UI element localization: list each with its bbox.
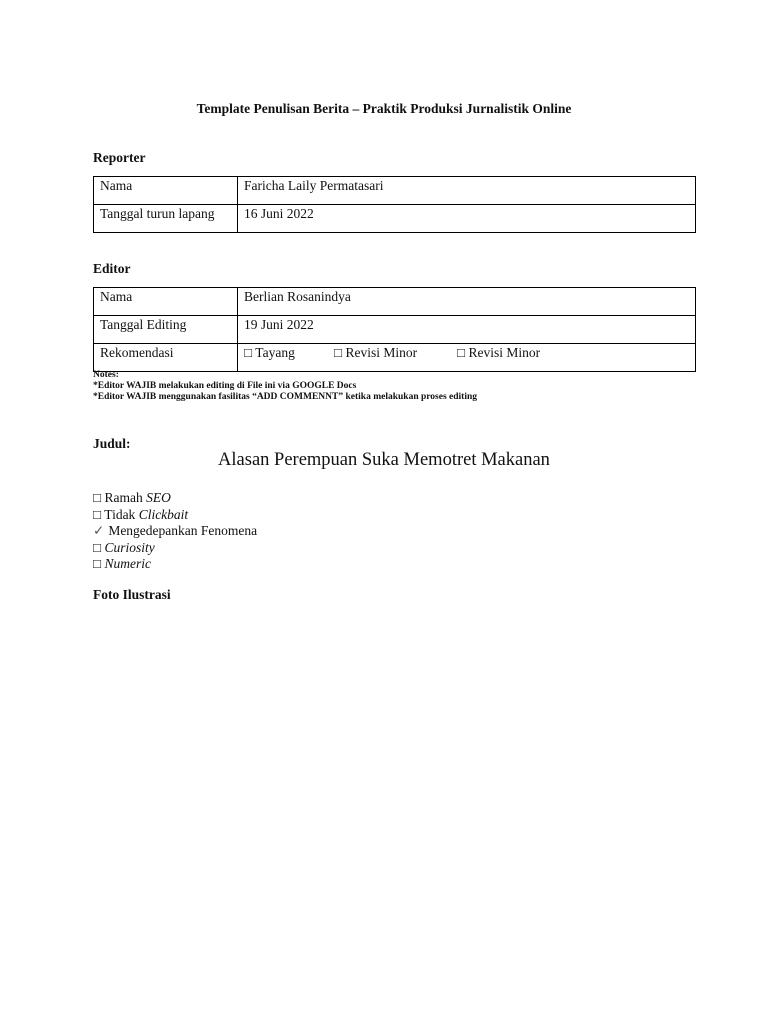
editor-name-key: Nama (94, 288, 238, 316)
checklist-text: Ramah (104, 490, 147, 505)
editor-name-value: Berlian Rosanindya (238, 288, 696, 316)
checkbox-icon: □ (93, 490, 102, 505)
checklist-text: Tidak (104, 506, 139, 522)
checklist-item-ramah-seo[interactable] (93, 490, 257, 507)
notes-block (93, 370, 477, 403)
checklist-italic: Curiosity (104, 539, 155, 555)
recommendation-key: Rekomendasi (94, 344, 238, 372)
editor-table (93, 287, 696, 372)
checkbox-icon: □ (93, 506, 102, 522)
table-row (94, 344, 696, 372)
checkbox-icon: □ (93, 556, 102, 571)
checklist-item-curiosity[interactable] (93, 540, 257, 557)
checklist-item-tidak-clickbait[interactable] (93, 507, 257, 524)
recommendation-options (238, 344, 696, 372)
table-row (94, 205, 696, 233)
note-item: *Editor WAJIB melakukan editing di File ini via GOOGLE Docs (93, 381, 357, 391)
option-revisi-minor-2-checkbox[interactable]: □ Revisi Minor (457, 345, 541, 360)
checkmark-icon: ✓ (93, 523, 105, 538)
document-title: Template Penulisan Berita – Praktik Produksi Jurnalistik Online (196, 101, 572, 116)
checklist-text: Mengedepankan Fenomena (108, 523, 258, 538)
judul-label: Judul: (93, 436, 131, 451)
note-item: *Editor WAJIB menggunakan fasilitas “ADD COMMENNT” ketika melakukan proses editing (93, 392, 478, 402)
reporter-label: Reporter (93, 150, 146, 165)
editor-date-value: 19 Juni 2022 (238, 316, 696, 344)
checklist-italic: Numeric (104, 556, 152, 571)
table-row (94, 288, 696, 316)
headline-checklist (93, 490, 257, 573)
option-tayang-checkbox[interactable]: □ Tayang (244, 345, 295, 360)
checkbox-icon: □ (93, 539, 102, 555)
checklist-italic: Clickbait (138, 506, 189, 522)
editor-label: Editor (93, 261, 131, 276)
checklist-italic: SEO (146, 490, 171, 505)
foto-ilustrasi-label: Foto Ilustrasi (93, 587, 171, 602)
reporter-table (93, 176, 696, 233)
article-headline: Alasan Perempuan Suka Memotret Makanan (218, 450, 550, 470)
notes-heading: Notes: (93, 370, 119, 380)
reporter-date-key: Tanggal turun lapang (94, 205, 238, 233)
table-row (94, 177, 696, 205)
option-revisi-minor-checkbox[interactable]: □ Revisi Minor (334, 345, 418, 360)
reporter-date-value: 16 Juni 2022 (238, 205, 696, 233)
reporter-name-key: Nama (94, 177, 238, 205)
reporter-name-value: Faricha Laily Permatasari (238, 177, 696, 205)
table-row (94, 316, 696, 344)
editor-date-key: Tanggal Editing (94, 316, 238, 344)
checklist-item-fenomena[interactable] (93, 523, 257, 540)
checklist-item-numeric[interactable] (93, 556, 257, 573)
